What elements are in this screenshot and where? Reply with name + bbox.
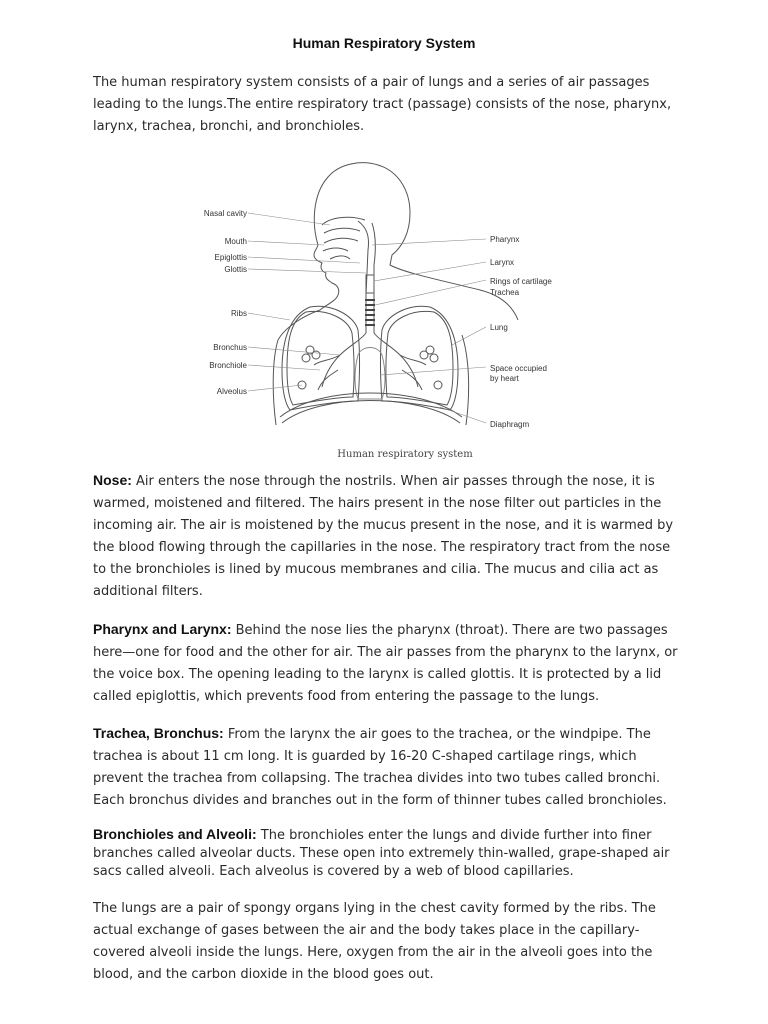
label-by-heart: by heart (490, 374, 519, 383)
section-heading: Trachea, Bronchus: (93, 725, 224, 741)
label-trachea: Trachea (490, 288, 520, 297)
section-text: Behind the nose lies the pharynx (throat). There are two passages here—one for food and the other for air. The air passes from the pharynx to the larynx, or the voice box. The opening leading to the larynx is called glottis. It is protected by a lid called epiglottis, which prevents food from entering the passage to the lungs. (93, 623, 678, 704)
section-text: The bronchioles enter the lungs and divide further into finer branches called alveolar ducts. These open into extremely thin-walled, grape-shaped air sacs called alveoli. Each alveolus is covered by a web of blood capillaries. (93, 828, 670, 879)
label-glottis: Glottis (224, 265, 247, 274)
closing-paragraph: The lungs are a pair of spongy organs lying in the chest cavity formed by the ribs. The actual exchange of gases between the air and the body takes place in the capillary-covered alveoli inside the lungs. Here, oxygen from the air in the alveoli goes into the blood, and the carbon dioxide in the blood goes out. (93, 901, 656, 982)
section-pharynx-larynx (93, 618, 681, 708)
section-bronchioles-alveoli (93, 825, 681, 881)
label-mouth: Mouth (224, 237, 247, 246)
label-diaphragm: Diaphragm (490, 420, 530, 429)
intro-paragraph: The human respiratory system consists of a pair of lungs and a series of air passages leading to the lungs.The entire respiratory tract (passage) consists of the nose, pharynx, larynx, trachea, bronchi, and bronchioles. (93, 75, 672, 134)
label-alveolus: Alveolus (216, 387, 247, 396)
label-space-occupied: Space occupied (490, 364, 547, 373)
label-rings-of-cartilage: Rings of cartilage (490, 277, 552, 286)
label-lung: Lung (490, 323, 508, 332)
label-pharynx: Pharynx (490, 235, 520, 244)
section-heading: Bronchioles and Alveoli: (93, 826, 257, 842)
label-bronchus: Bronchus (213, 343, 247, 352)
section-heading: Nose: (93, 472, 132, 488)
section-text: From the larynx the air goes to the trachea, or the windpipe. The trachea is about 11 cm long. It is guarded by 16-20 C-shaped cartilage rings, which prevent the trachea from collapsing. The trachea divides into two tubes called bronchi. Each bronchus divides and branches out in the form of thinner tubes called bronchioles. (93, 727, 667, 808)
section-heading: Pharynx and Larynx: (93, 621, 232, 637)
label-larynx: Larynx (490, 258, 515, 267)
section-text: Air enters the nose through the nostrils. When air passes through the nose, it is warmed, moistened and filtered. The hairs present in the nose filter out particles in the incoming air. The air is moistened by the mucus present in the nose, and it is warmed by the blood flowing through the capillaries in the nose. The respiratory tract from the nose to the bronchioles is lined by mucous membranes and cilia. The mucus and cilia act as additional filters. (93, 474, 674, 599)
section-nose (93, 469, 681, 603)
label-nasal-cavity: Nasal cavity (203, 209, 247, 218)
section-trachea-bronchus (93, 722, 681, 812)
label-ribs: Ribs (230, 309, 247, 318)
respiratory-system-diagram (190, 155, 590, 440)
label-bronchiole: Bronchiole (209, 361, 247, 370)
page-title: Human Respiratory System (292, 35, 476, 51)
figure-caption: Human respiratory system (337, 449, 473, 460)
label-epiglottis: Epiglottis (214, 253, 247, 262)
